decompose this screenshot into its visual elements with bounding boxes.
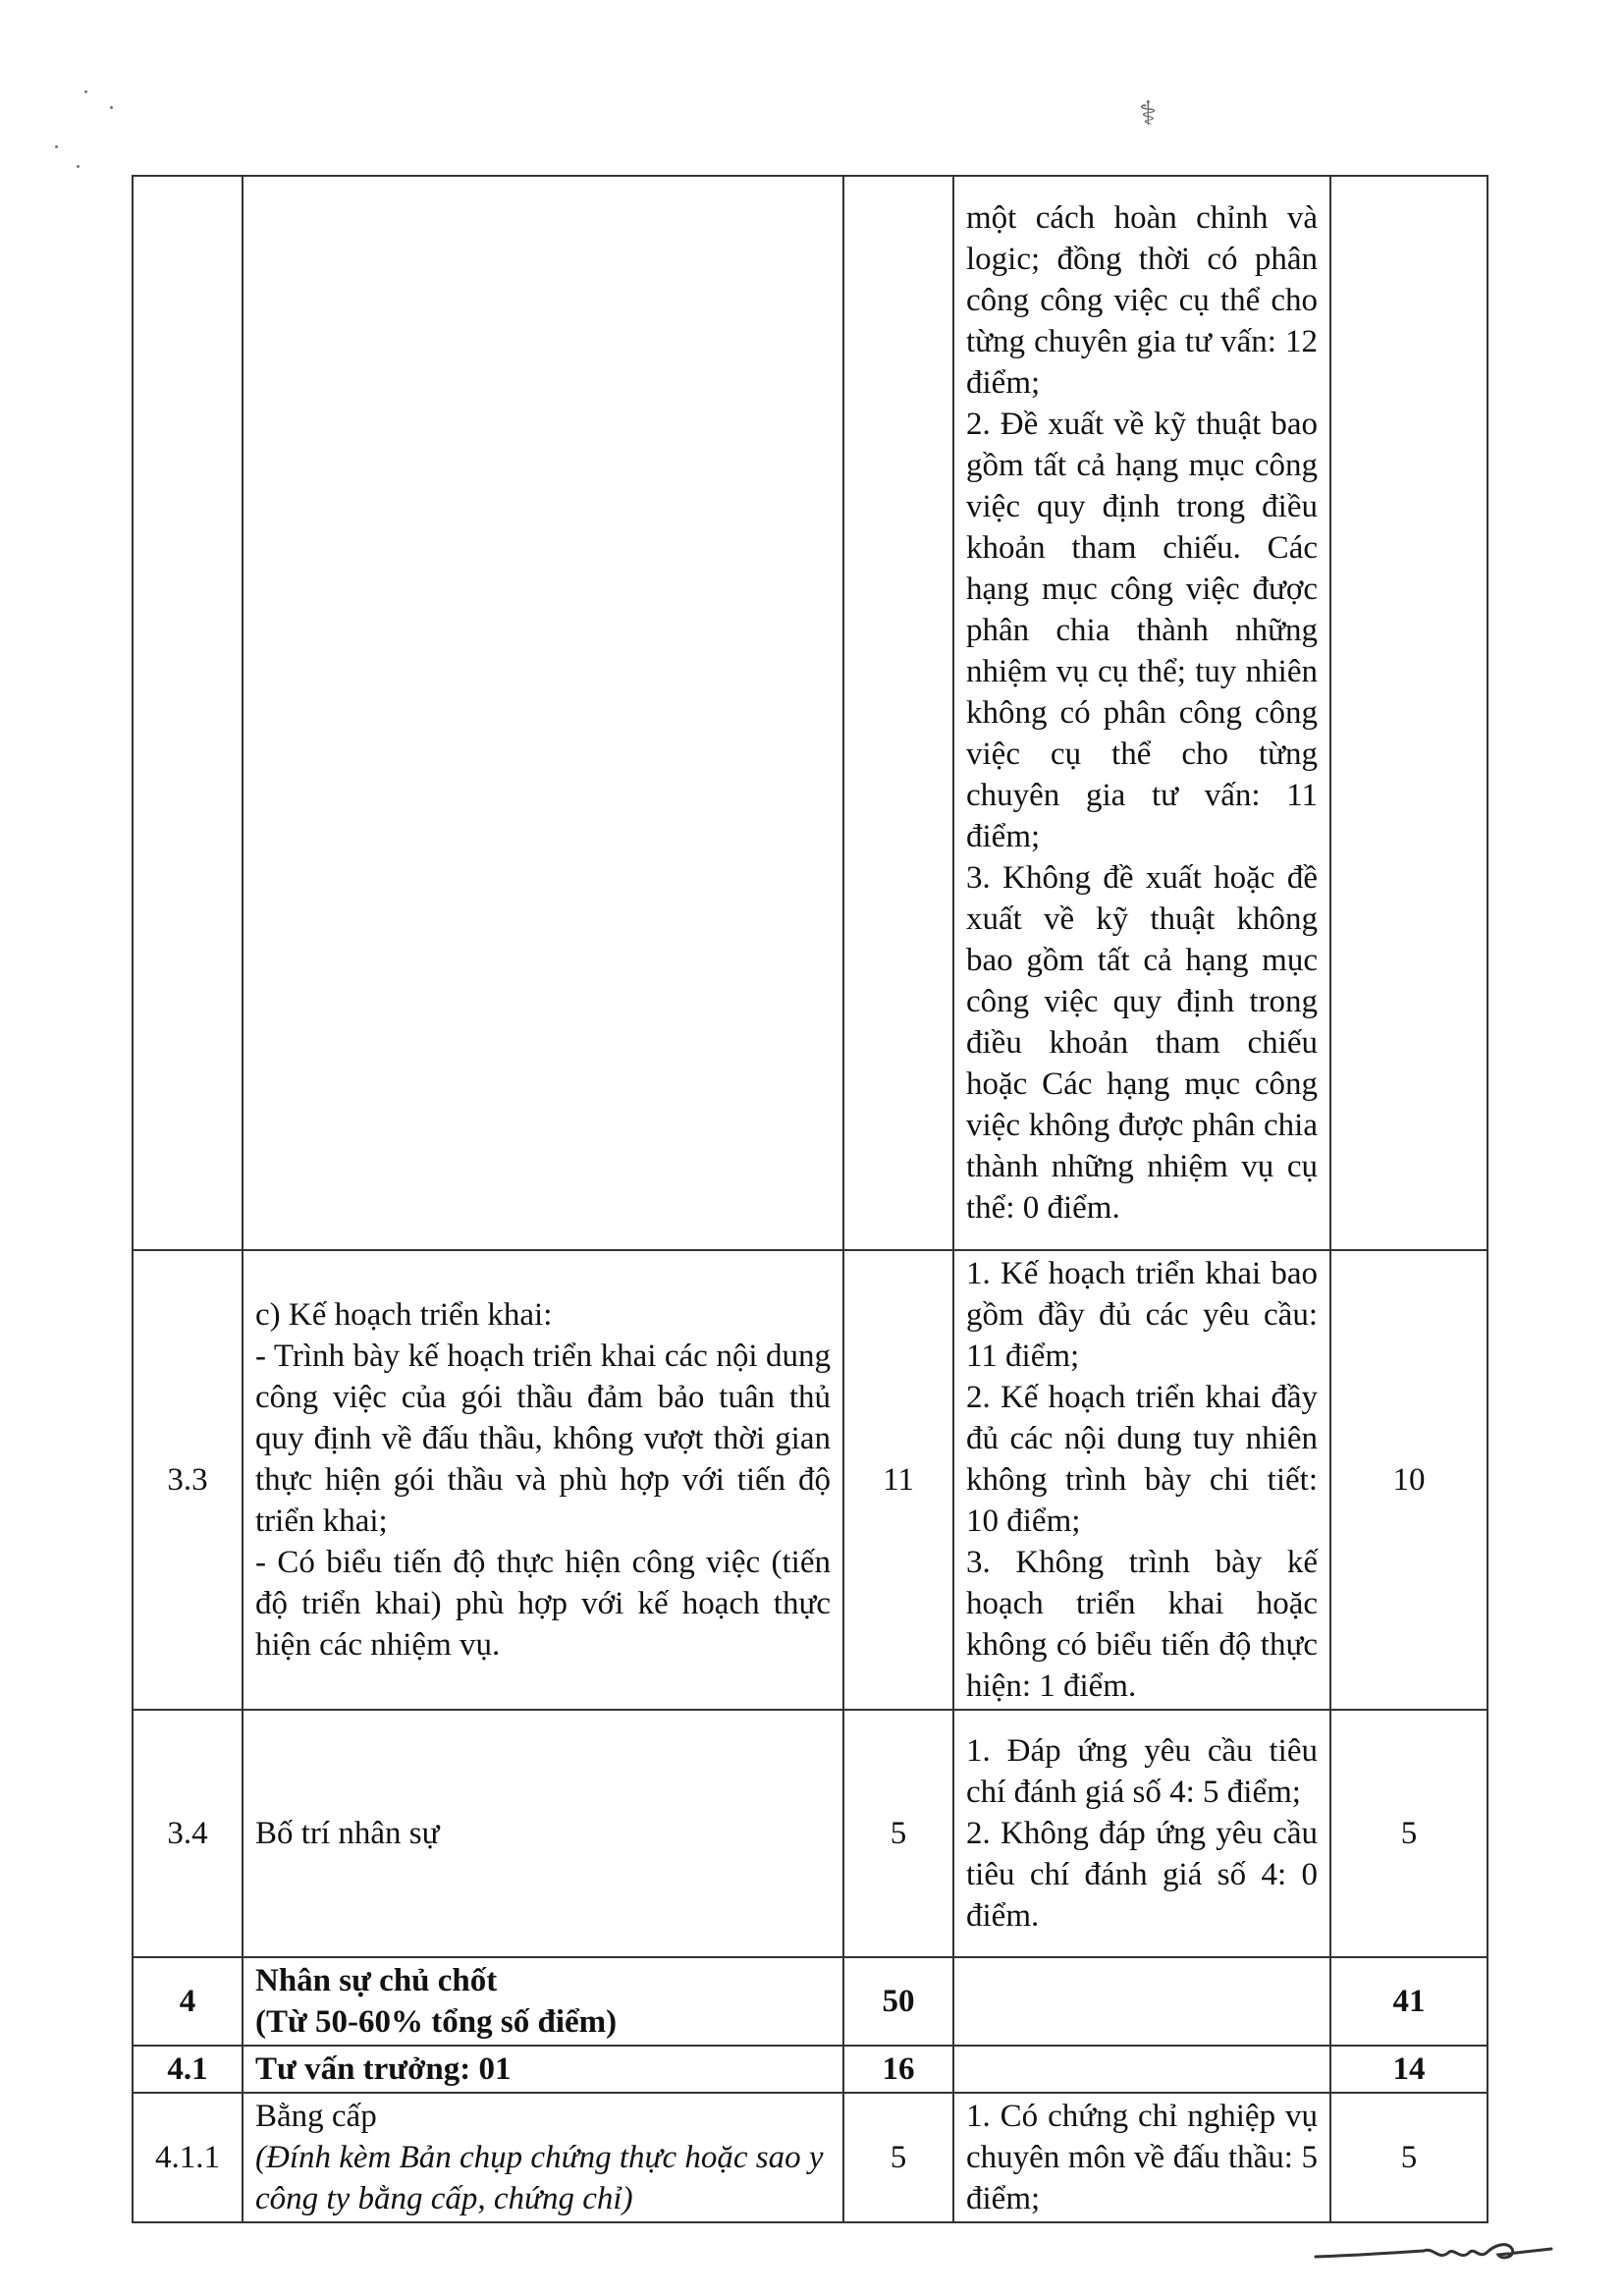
awarded-score — [1330, 176, 1488, 1250]
scoring-rules — [953, 2046, 1330, 2093]
scoring-rules — [953, 1710, 1330, 1957]
max-points: 16 — [843, 2046, 953, 2093]
criteria-table — [132, 175, 1488, 2223]
criterion-text: Bố trí nhân sự — [255, 1816, 440, 1851]
criterion-cell — [243, 1710, 843, 1957]
criterion-text: Bằng cấp — [255, 2099, 377, 2134]
table-row — [133, 1710, 1488, 1957]
rule-text: 3. Không đề xuất hoặc đề xuất về kỹ thuật không bao gồm tất cả hạng mục công việc quy định trong điều khoản tham chiếu hoặc Các hạng mục công việc không được phân chia thành những nhiệm vụ cụ thể: 0 điểm. — [966, 860, 1318, 1226]
rule-text: 1. Có chứng chỉ nghiệp vụ chuyên môn về đấu thầu: 5 điểm; — [966, 2099, 1318, 2216]
max-points: 50 — [843, 1957, 953, 2046]
criterion-text: (Từ 50-60% tổng số điểm) — [255, 2004, 618, 2040]
awarded-score: 5 — [1330, 2093, 1488, 2222]
table-row — [133, 2046, 1488, 2093]
scoring-rules — [953, 2093, 1330, 2222]
rule-text: 1. Kế hoạch triển khai bao gồm đầy đủ các yêu cầu: 11 điểm; — [966, 1256, 1318, 1374]
awarded-score: 10 — [1330, 1250, 1488, 1710]
criterion-text: Tư vấn trưởng: 01 — [255, 2051, 512, 2087]
max-points: 11 — [843, 1250, 953, 1710]
rule-text: 2. Không đáp ứng yêu cầu tiêu chí đánh giá số 4: 0 điểm. — [966, 1816, 1318, 1934]
criterion-text: Nhân sự chủ chốt — [255, 1963, 498, 1998]
rule-text: 1. Đáp ứng yêu cầu tiêu chí đánh giá số 4: 5 điểm; — [966, 1733, 1318, 1810]
scoring-rules — [953, 176, 1330, 1250]
item-number: 4 — [133, 1957, 243, 2046]
item-number: 4.1.1 — [133, 2093, 243, 2222]
criterion-cell — [243, 1250, 843, 1710]
table-row — [133, 176, 1488, 1250]
scan-speck — [55, 145, 58, 148]
signature — [1306, 2227, 1561, 2276]
criterion-note: (Đính kèm Bản chụp chứng thực hoặc sao y công ty bằng cấp, chứng chỉ) — [255, 2140, 824, 2216]
criterion-text: - Có biểu tiến độ thực hiện công việc (tiến độ triển khai) phù hợp với kế hoạch thực hiện các nhiệm vụ. — [255, 1545, 831, 1663]
scan-speck — [77, 165, 80, 168]
criterion-text: c) Kế hoạch triển khai: — [255, 1297, 553, 1333]
awarded-score: 41 — [1330, 1957, 1488, 2046]
table-row — [133, 1250, 1488, 1710]
scan-speck — [84, 90, 87, 93]
max-points: 5 — [843, 2093, 953, 2222]
item-number: 3.4 — [133, 1710, 243, 1957]
rule-text: 2. Kế hoạch triển khai đầy đủ các nội dung tuy nhiên không trình bày chi tiết: 10 điểm; — [966, 1380, 1318, 1539]
scoring-rules — [953, 1250, 1330, 1710]
criterion-cell — [243, 2093, 843, 2222]
item-number — [133, 176, 243, 1250]
table-row — [133, 1957, 1488, 2046]
rule-text: 2. Đề xuất về kỹ thuật bao gồm tất cả hạng mục công việc quy định trong điều khoản tham chiếu. Các hạng mục công việc được phân chia thành những nhiệm vụ cụ thể; tuy nhiên không có phân công công việc cụ thể cho từng chuyên gia tư vấn: 11 điểm; — [966, 407, 1318, 854]
criterion-text: - Trình bày kế hoạch triển khai các nội dung công việc của gói thầu đảm bảo tuân thủ quy định về đấu thầu, không vượt thời gian thực hiện gói thầu và phù hợp với tiến độ triển khai; — [255, 1339, 831, 1539]
criterion-cell — [243, 1957, 843, 2046]
criterion-cell — [243, 176, 843, 1250]
criterion-cell — [243, 2046, 843, 2093]
scoring-rules — [953, 1957, 1330, 2046]
rule-text: một cách hoàn chỉnh và logic; đồng thời có phân công công việc cụ thể cho từng chuyên gia tư vấn: 12 điểm; — [966, 200, 1318, 401]
awarded-score: 5 — [1330, 1710, 1488, 1957]
awarded-score: 14 — [1330, 2046, 1488, 2093]
table-row — [133, 2093, 1488, 2222]
max-points — [843, 176, 953, 1250]
rule-text: 3. Không trình bày kế hoạch triển khai hoặc không có biểu tiến độ thực hiện: 1 điểm. — [966, 1545, 1318, 1704]
item-number: 4.1 — [133, 2046, 243, 2093]
max-points: 5 — [843, 1710, 953, 1957]
scan-speck — [110, 106, 113, 109]
page-mark: ⚕ — [1139, 96, 1158, 133]
item-number: 3.3 — [133, 1250, 243, 1710]
